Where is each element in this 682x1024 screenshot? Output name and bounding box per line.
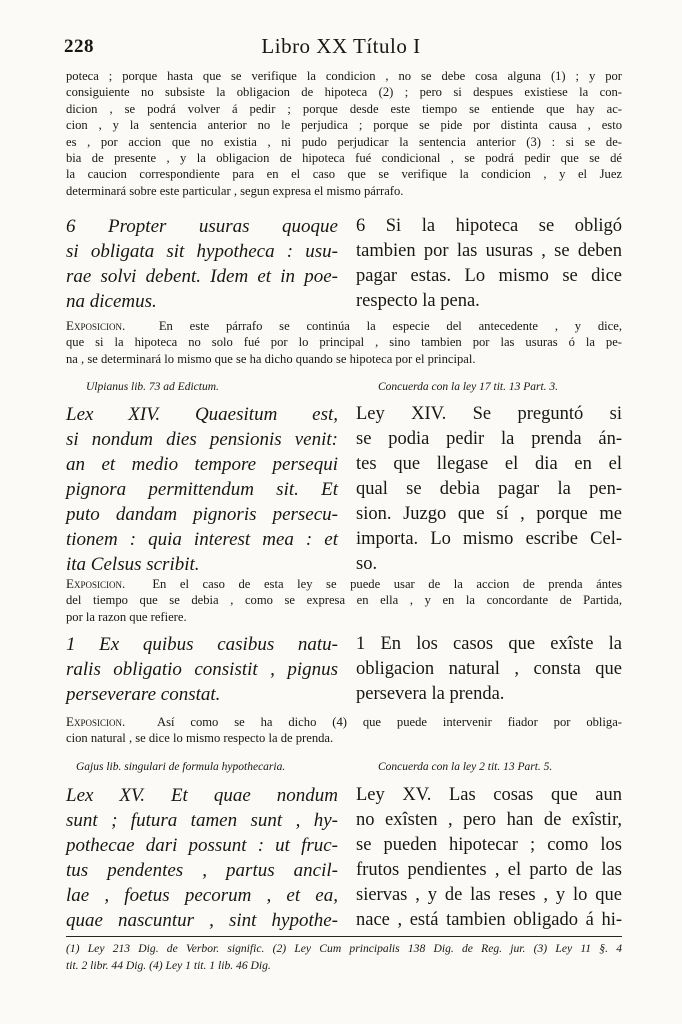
exposicion-2 [66,576,622,625]
latin-line: lae , foetus pecorum , et ea, [66,885,338,906]
exposicion-label: Exposicion. [66,714,126,729]
concordance-lex14: Concuerda con la ley 17 tit. 13 Part. 3. [378,381,559,393]
spanish-line: 1 En los casos que exîste la [356,634,622,654]
text-line: bia de presente , y la obligacion de hipoteca fué condicional , se podrá pedir que se dé [66,151,622,166]
spanish-column-lex15 [356,783,622,933]
text-line: cion natural , se dice lo mismo respecto la de prenda. [66,731,334,746]
exposicion-1 [66,318,622,367]
text-line: consiguiente no subsiste la obligacion de hipoteca (2) ; pero si despues existiese la con- [66,85,622,100]
spanish-line: se podia pedir la prenda án- [356,429,622,449]
footnote-line: (1) Ley 213 Dig. de Verbor. signific. (2) Ley Cum principalis 138 Dig. de Reg. jur. (3) Ley 11 §. 4 [66,942,622,955]
spanish-column-sec1 [356,632,622,707]
concordance-lex15: Concuerda con la ley 2 tit. 13 Part. 5. [378,761,553,773]
spanish-line: tambien por las usuras , se deben [356,241,622,261]
spanish-line: no exîsten , pero han de exîstir, [356,810,622,830]
spanish-column-sec6 [356,214,622,314]
spanish-line: 6 Si la hipoteca se obligó [356,216,622,236]
running-title: Libro XX Título I [261,34,421,58]
text-line: Así como se ha dicho (4) que puede intervenir fiador por obliga- [156,715,623,729]
latin-line: ita Celsus scribit. [66,554,200,575]
latin-column-sec1 [66,632,338,707]
exposicion-label: Exposicion. [66,318,126,333]
text-line: na , se determinará lo mismo que se ha dicho quando se hipoteca por el principal. [66,351,476,366]
text-line: la caucion correspondiente para en el caso que se verifique la condicion , y el Juez [66,167,622,182]
text-line: En el caso de esta ley se puede usar de la accion de prenda ántes [152,577,622,591]
latin-line: ralis obligatio consistit , pignus [66,659,338,680]
intro-paragraph [66,68,622,199]
text-line: determinará sobre este particular , segun expresa el mismo párrafo. [66,183,404,198]
latin-line: quae nascuntur , sint hypothe- [66,910,338,931]
spanish-line: respecto la pena. [356,291,480,311]
spanish-column-lex14 [356,402,622,577]
text-line: es , por accion que no existia , ni pudo perjudicar la sentencia anterior (3) : si se de- [66,134,622,149]
spanish-line: Ley XIV. Se preguntó si [356,404,622,424]
spanish-line: siervas , y de las reses , y lo que [356,885,622,905]
latin-line: 6 Propter usuras quoque [66,216,338,237]
footnote-rule [66,936,622,937]
spanish-line: obligacion natural , consta que [356,659,622,679]
latin-column-lex14 [66,402,338,577]
latin-line: an et medio tempore persequi [66,454,338,475]
latin-line: pothecae dari possunt : ut fruc- [66,835,338,856]
latin-line: 1 Ex quibus casibus natu- [66,634,338,655]
exposicion-3 [66,714,622,747]
source-gajus: Gajus lib. singulari de formula hypothecaria. [76,761,286,773]
spanish-line: frutos pendientes , el parto de las [356,860,622,880]
spanish-line: nace , está tambien obligado á hi- [356,910,622,930]
latin-line: Lex XIV. Quaesitum est, [66,404,338,425]
latin-line: tus pendentes , partus ancil- [66,860,338,881]
text-line: En este párrafo se continúa la especie del antecedente , y dice, [158,319,623,333]
spanish-line: persevera la prenda. [356,684,505,704]
source-ulpianus: Ulpianus lib. 73 ad Edictum. [86,381,219,393]
page-header [0,34,682,60]
spanish-line: qual se debia pagar la pen- [356,479,622,499]
latin-column-lex15 [66,783,338,933]
latin-line: rae solvi debent. Idem et in poe- [66,266,338,287]
latin-line: puto dandam pignoris persecu- [66,504,338,525]
latin-line: si obligata sit hypotheca : usu- [66,241,338,262]
footnotes [66,940,622,974]
text-line: del tiempo que se debia , como se expresa en ella , y en la concordante de Partida, [66,593,622,608]
spanish-line: pagar estas. Lo mismo se dice [356,266,622,286]
footnote-line: tit. 2 libr. 44 Dig. (4) Ley 1 tit. 1 lib. 46 Dig. [66,959,271,972]
spanish-line: se pueden hipotecar ; como los [356,835,622,855]
latin-line: tionem : quia interest mea : et [66,529,338,550]
spanish-line: importa. Lo mismo escribe Cel- [356,529,622,549]
latin-column-sec6 [66,214,338,314]
latin-line: Lex XV. Et quae nondum [66,785,338,806]
text-line: que si la hipoteca no solo fué por lo principal , sino tambien por las usuras ó la pe- [66,335,622,350]
latin-line: sunt ; futura tamen sunt , hy- [66,810,338,831]
latin-line: na dicemus. [66,291,157,312]
page-number: 228 [64,36,94,57]
latin-line: perseverare constat. [66,684,221,705]
latin-line: si nondum dies pensionis venit: [66,429,338,450]
spanish-line: tes que llegase el dia en el [356,454,622,474]
spanish-line: Ley XV. Las cosas que aun [356,785,622,805]
spanish-line: sion. Juzgo que sí , porque me [356,504,622,524]
text-line: por la razon que refiere. [66,609,187,624]
text-line: poteca ; porque hasta que se verifique la condicion , no se debe cosa alguna (1) ; y por [66,69,622,83]
spanish-line: so. [356,554,378,574]
latin-line: pignora permittendum sit. Et [66,479,338,500]
text-line: dicion , se podrá volver á pedir ; porque desde este tiempo se entiende que hay ac- [66,101,622,116]
exposicion-label: Exposicion. [66,576,126,591]
text-line: cion , y la sentencia anterior no le perjudica ; porque se pide por distinta causa , esto [66,118,622,133]
